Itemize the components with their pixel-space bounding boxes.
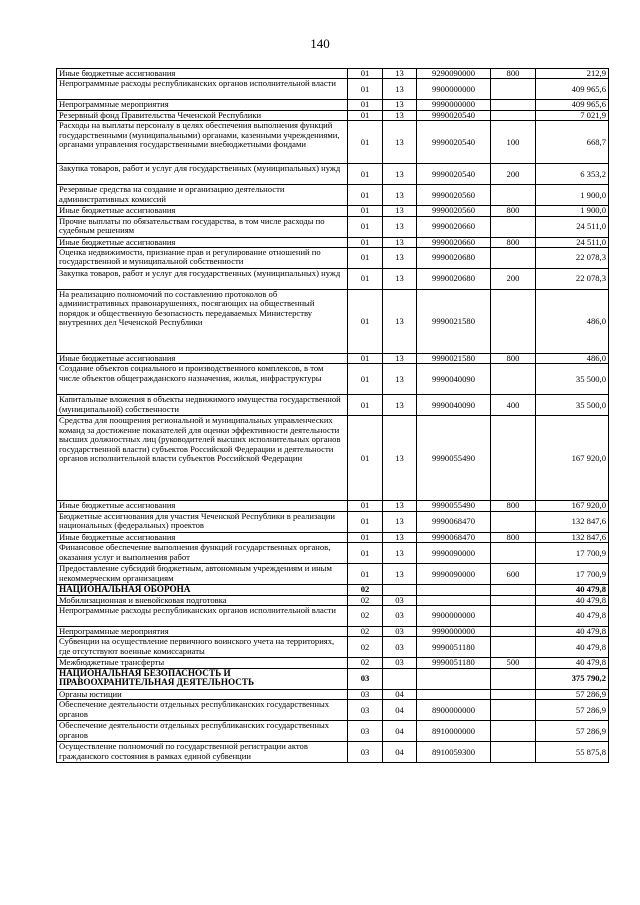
- row-name: Иные бюджетные ассигнования: [57, 354, 348, 364]
- row-section: 01: [348, 269, 383, 290]
- row-name: Непрограммные расходы республиканских органов исполнительной власти: [57, 79, 348, 100]
- row-section: 01: [348, 354, 383, 364]
- table-row: [57, 395, 609, 416]
- row-name: Непрограммные мероприятия: [57, 627, 348, 637]
- row-section: 01: [348, 100, 383, 110]
- row-subsection: 03: [383, 658, 417, 668]
- row-amount: 40 479,8: [536, 637, 609, 658]
- row-name: Органы юстиции: [57, 689, 348, 699]
- row-target-article: 9990020660: [417, 216, 491, 237]
- row-name: Закупка товаров, работ и услуг для государственных (муниципальных) нужд: [57, 164, 348, 185]
- row-amount: 375 790,2: [536, 668, 609, 689]
- row-amount: 7 021,9: [536, 110, 609, 120]
- row-expense-type: 800: [491, 501, 536, 511]
- row-subsection: 04: [383, 700, 417, 721]
- row-section: 02: [348, 595, 383, 605]
- table-row: [57, 543, 609, 564]
- row-target-article: 9990020540: [417, 110, 491, 120]
- row-subsection: 03: [383, 606, 417, 627]
- row-name: Обеспечение деятельности отдельных республиканских государственных органов: [57, 721, 348, 742]
- row-name: Субвенции на осуществление первичного воинского учета на территориях, где отсутствуют военные комиссариаты: [57, 637, 348, 658]
- table-row: [57, 585, 609, 595]
- row-expense-type: [491, 364, 536, 395]
- row-subsection: 04: [383, 721, 417, 742]
- row-expense-type: [491, 110, 536, 120]
- row-amount: 35 500,0: [536, 395, 609, 416]
- row-target-article: 9990020540: [417, 121, 491, 164]
- table-row: [57, 121, 609, 164]
- row-name: Непрограммные расходы республиканских органов исполнительной власти: [57, 606, 348, 627]
- row-subsection: 13: [383, 501, 417, 511]
- row-target-article: 9990055490: [417, 416, 491, 501]
- row-expense-type: 500: [491, 658, 536, 668]
- row-amount: 22 078,3: [536, 269, 609, 290]
- row-amount: 40 479,8: [536, 595, 609, 605]
- row-name: Иные бюджетные ассигнования: [57, 501, 348, 511]
- row-expense-type: 400: [491, 395, 536, 416]
- row-expense-type: [491, 585, 536, 595]
- row-section: 02: [348, 606, 383, 627]
- row-target-article: 9990020560: [417, 185, 491, 206]
- row-name: Расходы на выплаты персоналу в целях обеспечения выполнения функций государственными (муниципальными) органами, казенными учреждениями, органами управления государственными внебюджетными фондами: [57, 121, 348, 164]
- row-amount: 17 700,9: [536, 564, 609, 585]
- row-subsection: 13: [383, 121, 417, 164]
- row-subsection: 13: [383, 237, 417, 247]
- row-amount: 6 353,2: [536, 164, 609, 185]
- row-subsection: 13: [383, 185, 417, 206]
- row-amount: 40 479,8: [536, 606, 609, 627]
- table-row: [57, 69, 609, 79]
- row-amount: 486,0: [536, 354, 609, 364]
- row-target-article: 9990021580: [417, 354, 491, 364]
- row-target-article: 8910059300: [417, 742, 491, 763]
- row-subsection: 03: [383, 595, 417, 605]
- row-section: 01: [348, 110, 383, 120]
- row-name: На реализацию полномочий по составлению протоколов об административных правонарушениях, посягающих на общественный порядок и общественную безопасность передаваемых Министерству внутренних дел Чеченской Республики: [57, 290, 348, 354]
- row-target-article: 9900000000: [417, 79, 491, 100]
- row-amount: 17 700,9: [536, 543, 609, 564]
- row-subsection: 13: [383, 206, 417, 216]
- row-section: 01: [348, 511, 383, 532]
- row-subsection: 13: [383, 416, 417, 501]
- table-row: [57, 185, 609, 206]
- row-target-article: 9990040090: [417, 364, 491, 395]
- table-row: [57, 721, 609, 742]
- row-expense-type: [491, 248, 536, 269]
- table-row: [57, 354, 609, 364]
- row-amount: 57 286,9: [536, 700, 609, 721]
- row-section: 02: [348, 585, 383, 595]
- table-row: [57, 532, 609, 542]
- row-expense-type: [491, 543, 536, 564]
- table-row: [57, 637, 609, 658]
- table-row: [57, 364, 609, 395]
- row-section: 01: [348, 395, 383, 416]
- row-section: 01: [348, 290, 383, 354]
- row-target-article: [417, 689, 491, 699]
- row-subsection: 04: [383, 742, 417, 763]
- row-expense-type: [491, 216, 536, 237]
- row-amount: 40 479,8: [536, 585, 609, 595]
- table-row: [57, 416, 609, 501]
- row-name: Резервные средства на создание и организацию деятельности административных комиссий: [57, 185, 348, 206]
- row-section: 01: [348, 248, 383, 269]
- row-section: 02: [348, 627, 383, 637]
- row-section: 03: [348, 700, 383, 721]
- row-expense-type: [491, 290, 536, 354]
- row-subsection: 13: [383, 110, 417, 120]
- row-name: Создание объектов социального и производственного комплексов, в том числе объектов общегражданского назначения, жилья, инфраструктуры: [57, 364, 348, 395]
- row-subsection: 03: [383, 627, 417, 637]
- row-subsection: 13: [383, 532, 417, 542]
- row-amount: 24 511,0: [536, 237, 609, 247]
- table-row: [57, 110, 609, 120]
- row-subsection: 13: [383, 354, 417, 364]
- row-target-article: 9990020680: [417, 269, 491, 290]
- row-subsection: 13: [383, 543, 417, 564]
- row-name: Осуществление полномочий по государственной регистрации актов гражданского состояния в рамках единой субвенции: [57, 742, 348, 763]
- row-name: Мобилизационная и вневойсковая подготовка: [57, 595, 348, 605]
- row-amount: 486,0: [536, 290, 609, 354]
- row-target-article: 9990020660: [417, 237, 491, 247]
- row-expense-type: 600: [491, 564, 536, 585]
- row-name: Межбюджетные трансферты: [57, 658, 348, 668]
- row-section: 01: [348, 364, 383, 395]
- row-subsection: 13: [383, 164, 417, 185]
- row-section: 01: [348, 237, 383, 247]
- row-amount: 212,9: [536, 69, 609, 79]
- row-subsection: 13: [383, 100, 417, 110]
- row-subsection: [383, 585, 417, 595]
- table-row: [57, 511, 609, 532]
- table-row: [57, 606, 609, 627]
- row-target-article: 9990068470: [417, 511, 491, 532]
- row-expense-type: [491, 668, 536, 689]
- row-section: 03: [348, 689, 383, 699]
- row-expense-type: [491, 721, 536, 742]
- row-expense-type: [491, 627, 536, 637]
- row-name: Капитальные вложения в объекты недвижимого имущества государственной (муниципальной) собственности: [57, 395, 348, 416]
- row-expense-type: [491, 416, 536, 501]
- table-row: [57, 658, 609, 668]
- row-section: 01: [348, 532, 383, 542]
- row-target-article: 9990040090: [417, 395, 491, 416]
- row-subsection: 13: [383, 248, 417, 269]
- row-name: НАЦИОНАЛЬНАЯ БЕЗОПАСНОСТЬ И ПРАВООХРАНИТЕЛЬНАЯ ДЕЯТЕЛЬНОСТЬ: [57, 668, 348, 689]
- row-subsection: 13: [383, 69, 417, 79]
- row-expense-type: [491, 637, 536, 658]
- table-row: [57, 290, 609, 354]
- table-row: [57, 595, 609, 605]
- row-expense-type: 200: [491, 164, 536, 185]
- row-amount: 24 511,0: [536, 216, 609, 237]
- row-expense-type: 800: [491, 237, 536, 247]
- table-row: [57, 668, 609, 689]
- row-amount: 40 479,8: [536, 658, 609, 668]
- row-target-article: 9990051180: [417, 658, 491, 668]
- row-expense-type: [491, 606, 536, 627]
- table-row: [57, 742, 609, 763]
- row-name: Закупка товаров, работ и услуг для государственных (муниципальных) нужд: [57, 269, 348, 290]
- table-row: [57, 564, 609, 585]
- row-section: 01: [348, 564, 383, 585]
- table-row: [57, 700, 609, 721]
- budget-table: [56, 68, 609, 763]
- row-name: Прочие выплаты по обязательствам государства, в том числе расходы по судебным решениям: [57, 216, 348, 237]
- row-section: 01: [348, 121, 383, 164]
- row-section: 01: [348, 69, 383, 79]
- row-target-article: 9990068470: [417, 532, 491, 542]
- row-expense-type: [491, 689, 536, 699]
- row-expense-type: 200: [491, 269, 536, 290]
- row-expense-type: [491, 595, 536, 605]
- row-name: Иные бюджетные ассигнования: [57, 69, 348, 79]
- row-section: 01: [348, 501, 383, 511]
- row-name: Резервный фонд Правительства Чеченской Республики: [57, 110, 348, 120]
- row-expense-type: [491, 700, 536, 721]
- row-subsection: 13: [383, 290, 417, 354]
- row-target-article: 9290090000: [417, 69, 491, 79]
- row-expense-type: [491, 742, 536, 763]
- row-expense-type: 800: [491, 354, 536, 364]
- row-amount: 40 479,8: [536, 627, 609, 637]
- row-section: 01: [348, 543, 383, 564]
- row-name: Непрограммные мероприятия: [57, 100, 348, 110]
- row-amount: 55 875,8: [536, 742, 609, 763]
- row-target-article: [417, 585, 491, 595]
- row-amount: 132 847,6: [536, 532, 609, 542]
- row-amount: 1 900,0: [536, 185, 609, 206]
- row-name: Обеспечение деятельности отдельных республиканских государственных органов: [57, 700, 348, 721]
- row-expense-type: 800: [491, 206, 536, 216]
- table-row: [57, 164, 609, 185]
- row-amount: 409 965,6: [536, 79, 609, 100]
- table-row: [57, 269, 609, 290]
- table-row: [57, 79, 609, 100]
- row-expense-type: [491, 100, 536, 110]
- row-name: Средства для поощрения региональной и муниципальных управленческих команд за достижение показателей для оценки эффективности деятельности высших должностных лиц (руководителей высших исполнительных органов государственной власти) субъектов Российской Федерации и деятельности органов исполнительной власти субъектов Российской Федерации: [57, 416, 348, 501]
- row-name: Иные бюджетные ассигнования: [57, 237, 348, 247]
- budget-table-body: [57, 69, 609, 763]
- row-amount: 409 965,6: [536, 100, 609, 110]
- table-row: [57, 216, 609, 237]
- row-name: Иные бюджетные ассигнования: [57, 206, 348, 216]
- row-target-article: 8900000000: [417, 700, 491, 721]
- table-row: [57, 689, 609, 699]
- table-row: [57, 501, 609, 511]
- row-target-article: 9990055490: [417, 501, 491, 511]
- row-target-article: 9990021580: [417, 290, 491, 354]
- row-target-article: 9990090000: [417, 543, 491, 564]
- row-section: 01: [348, 216, 383, 237]
- row-amount: 668,7: [536, 121, 609, 164]
- row-target-article: 8910000000: [417, 721, 491, 742]
- row-name: Бюджетные ассигнования для участия Чеченской Республики в реализации национальных (федеральных) проектов: [57, 511, 348, 532]
- row-subsection: 13: [383, 564, 417, 585]
- row-target-article: 9990000000: [417, 100, 491, 110]
- row-expense-type: 800: [491, 69, 536, 79]
- row-target-article: [417, 668, 491, 689]
- row-name: Предоставление субсидий бюджетным, автономным учреждениям и иным некоммерческим организациям: [57, 564, 348, 585]
- row-section: 01: [348, 79, 383, 100]
- table-row: [57, 237, 609, 247]
- row-expense-type: 100: [491, 121, 536, 164]
- row-name: Иные бюджетные ассигнования: [57, 532, 348, 542]
- row-section: 03: [348, 668, 383, 689]
- row-name: Оценка недвижимости, признание прав и регулирование отношений по государственной и муниципальной собственности: [57, 248, 348, 269]
- row-subsection: 13: [383, 511, 417, 532]
- row-expense-type: [491, 511, 536, 532]
- table-row: [57, 206, 609, 216]
- row-section: 01: [348, 416, 383, 501]
- row-amount: 57 286,9: [536, 721, 609, 742]
- table-row: [57, 100, 609, 110]
- row-section: 03: [348, 742, 383, 763]
- row-target-article: 9990020680: [417, 248, 491, 269]
- row-amount: 167 920,0: [536, 501, 609, 511]
- row-section: 01: [348, 185, 383, 206]
- row-expense-type: [491, 79, 536, 100]
- row-target-article: 9990090000: [417, 564, 491, 585]
- row-expense-type: 800: [491, 532, 536, 542]
- row-subsection: 13: [383, 79, 417, 100]
- row-amount: 22 078,3: [536, 248, 609, 269]
- row-target-article: 9990000000: [417, 627, 491, 637]
- row-amount: 167 920,0: [536, 416, 609, 501]
- row-expense-type: [491, 185, 536, 206]
- row-subsection: 13: [383, 395, 417, 416]
- row-target-article: 9900000000: [417, 606, 491, 627]
- row-subsection: 13: [383, 364, 417, 395]
- row-amount: 57 286,9: [536, 689, 609, 699]
- row-amount: 132 847,6: [536, 511, 609, 532]
- row-section: 01: [348, 164, 383, 185]
- row-section: 02: [348, 658, 383, 668]
- row-subsection: 13: [383, 216, 417, 237]
- row-target-article: 9990051180: [417, 637, 491, 658]
- row-section: 01: [348, 206, 383, 216]
- row-target-article: [417, 595, 491, 605]
- row-amount: 1 900,0: [536, 206, 609, 216]
- row-name: Финансовое обеспечение выполнения функций государственных органов, оказания услуг и выполнения работ: [57, 543, 348, 564]
- row-subsection: [383, 668, 417, 689]
- row-section: 03: [348, 721, 383, 742]
- row-subsection: 03: [383, 637, 417, 658]
- table-row: [57, 627, 609, 637]
- row-amount: 35 500,0: [536, 364, 609, 395]
- row-name: НАЦИОНАЛЬНАЯ ОБОРОНА: [57, 585, 348, 595]
- row-target-article: 9990020560: [417, 206, 491, 216]
- page-number: 140: [310, 36, 330, 51]
- row-section: 02: [348, 637, 383, 658]
- row-subsection: 13: [383, 269, 417, 290]
- row-target-article: 9990020540: [417, 164, 491, 185]
- row-subsection: 04: [383, 689, 417, 699]
- table-row: [57, 248, 609, 269]
